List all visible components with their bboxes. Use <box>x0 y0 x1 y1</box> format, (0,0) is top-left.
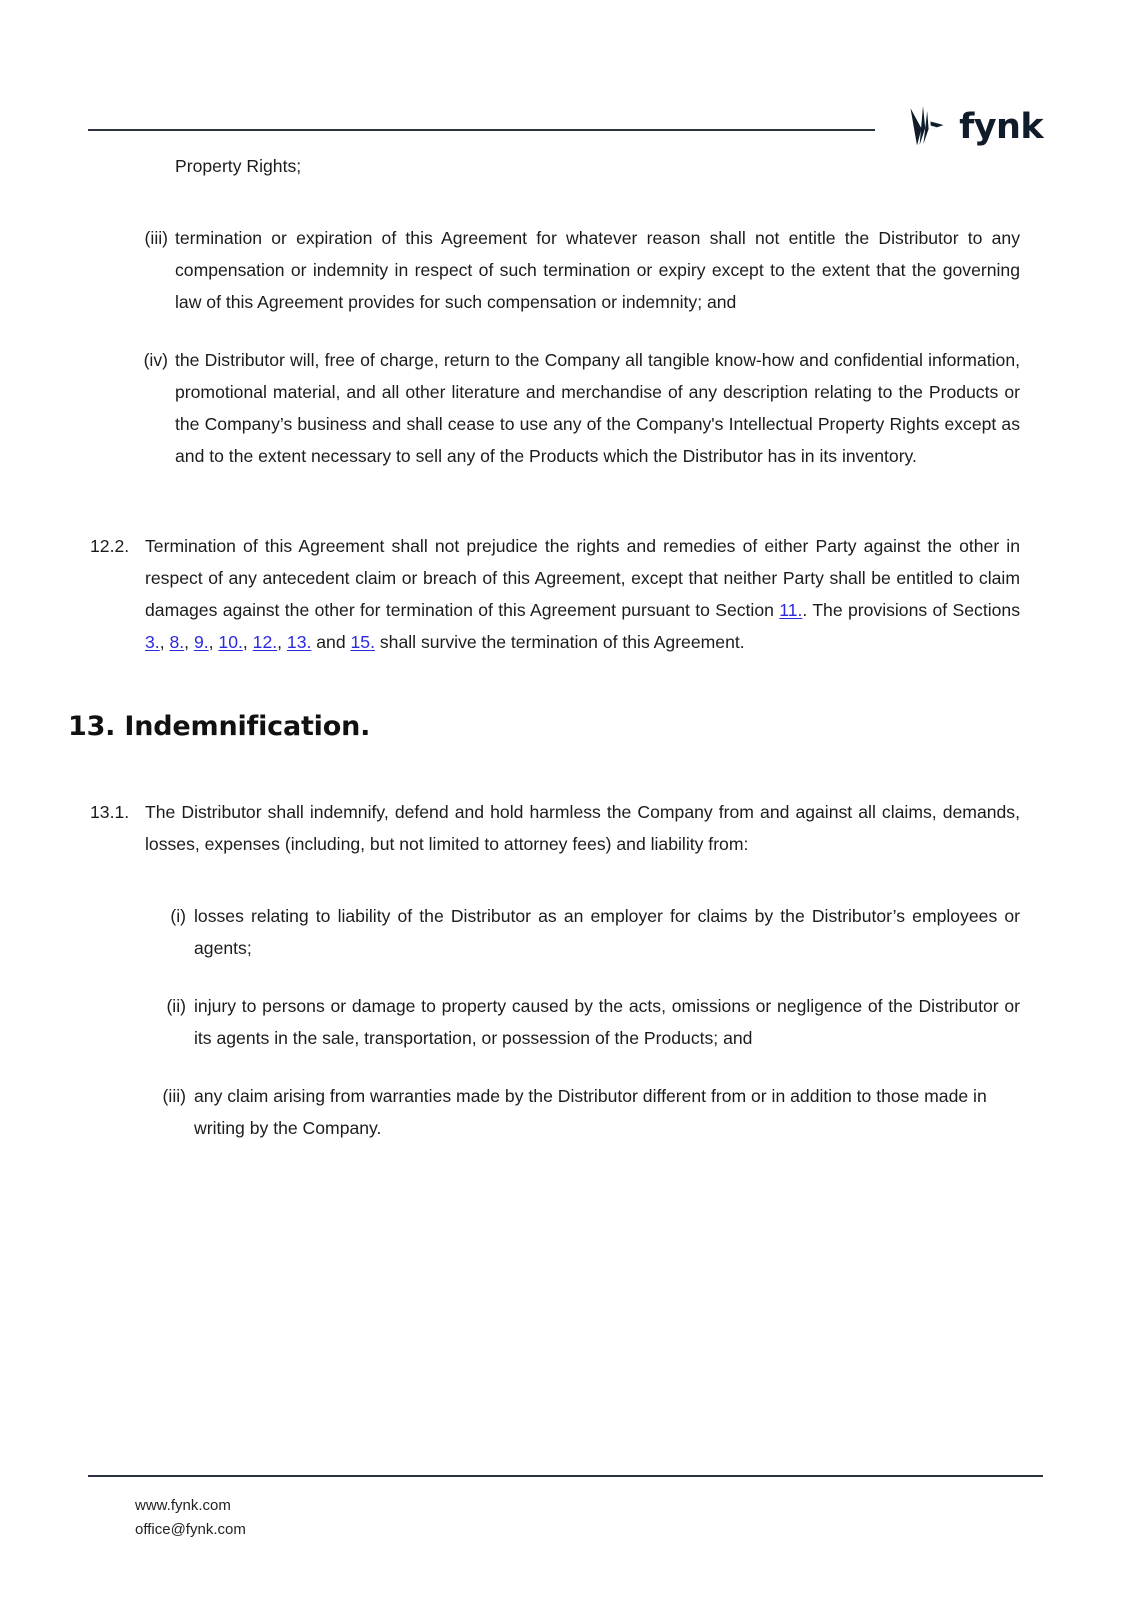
section-link-15[interactable]: 15. <box>350 632 375 652</box>
list-marker: (i) <box>170 906 186 926</box>
list-item <box>152 1080 1020 1144</box>
header-divider <box>88 129 875 131</box>
list-item <box>152 900 1020 964</box>
spacer <box>0 860 1131 900</box>
section-link-13[interactable]: 13. <box>286 632 312 652</box>
section-heading-13: 13. Indemnification. <box>68 711 371 742</box>
section-link-8[interactable]: 8. <box>169 632 185 652</box>
footer-email[interactable]: office@fynk.com <box>135 1521 246 1538</box>
separator: , <box>242 632 253 652</box>
section-link-9[interactable]: 9. <box>193 632 209 652</box>
clause-13-1 <box>90 796 1020 860</box>
continuation-line: Property Rights; <box>175 156 302 176</box>
separator: , <box>277 632 287 652</box>
list-item-text: termination or expiration of this Agreement for whatever reason shall not entitle the Distributor to any compensation or indemnity in respect of such termination or expiry except to the extent that the governing law of this Agreement provides for such compensation or indemnity; and <box>175 228 1020 312</box>
section-link-11[interactable]: 11. <box>779 600 803 620</box>
list-marker: (iv) <box>143 350 168 370</box>
spacer <box>0 744 1131 796</box>
list-marker: (iii) <box>144 228 168 248</box>
separator: , <box>159 632 170 652</box>
brand-name: fynk <box>959 106 1043 147</box>
footer-contact <box>135 1494 1043 1542</box>
spacer <box>0 1054 1131 1080</box>
separator: , <box>184 632 194 652</box>
fynk-origami-bird-logo-icon <box>904 105 950 147</box>
list-item-text: injury to persons or damage to property caused by the acts, omissions or negligence of the Distributor or its agents in the sale, transportation, or possession of the Products; and <box>194 996 1020 1048</box>
brand-logo <box>904 96 1043 156</box>
spacer <box>0 658 1131 710</box>
clause-number: 12.2. <box>90 536 130 556</box>
clause-12-2 <box>90 530 1020 658</box>
clause-number: 13.1. <box>90 802 130 822</box>
footer-website[interactable]: www.fynk.com <box>135 1497 231 1514</box>
section-link-3[interactable]: 3. <box>145 632 160 652</box>
page-footer <box>88 1475 1043 1542</box>
clause-text-part-1: Termination of this Agreement shall not prejudice the rights and remedies of either Party against the other in respect of any antecedent claim or breach of this Agreement, except that neither Party shall be entitled to claim damages against the other for termination of this Agreement pursuant to Section <box>145 536 1020 620</box>
list-item <box>138 344 1020 472</box>
list-item-text: any claim arising from warranties made by the Distributor different from or in addition to those made in writing by the Company. <box>194 1086 987 1138</box>
footer-divider <box>88 1475 1043 1477</box>
list-item <box>152 990 1020 1054</box>
list-marker: (ii) <box>166 996 186 1016</box>
separator: and <box>311 632 351 652</box>
spacer <box>0 964 1131 990</box>
document-body <box>0 150 1131 1144</box>
spacer <box>0 182 1131 222</box>
page-header <box>88 96 1043 156</box>
clause-text: The Distributor shall indemnify, defend and hold harmless the Company from and against all claims, demands, losses, expenses (including, but not limited to attorney fees) and liability from: <box>145 802 1020 854</box>
spacer <box>0 318 1131 344</box>
section-link-10[interactable]: 10. <box>218 632 243 652</box>
clause-text-part-2: . The provisions of Sections <box>802 600 1020 620</box>
clause-text-part-3: shall survive the termination of this Agreement. <box>374 632 745 652</box>
list-marker: (iii) <box>162 1086 186 1106</box>
list-item-text: the Distributor will, free of charge, return to the Company all tangible know-how and confidential information, promotional material, and all other literature and merchandise of any description relating to the Products or the Company’s business and shall cease to use any of the Company's Intellectual Property Rights except as and to the extent necessary to sell any of the Products which the Distributor has in its inventory. <box>175 350 1020 466</box>
list-item-text: losses relating to liability of the Distributor as an employer for claims by the Distributor’s employees or agents; <box>194 906 1020 958</box>
spacer <box>0 472 1131 530</box>
section-link-12[interactable]: 12. <box>252 632 278 652</box>
list-item <box>138 222 1020 318</box>
separator: , <box>208 632 219 652</box>
